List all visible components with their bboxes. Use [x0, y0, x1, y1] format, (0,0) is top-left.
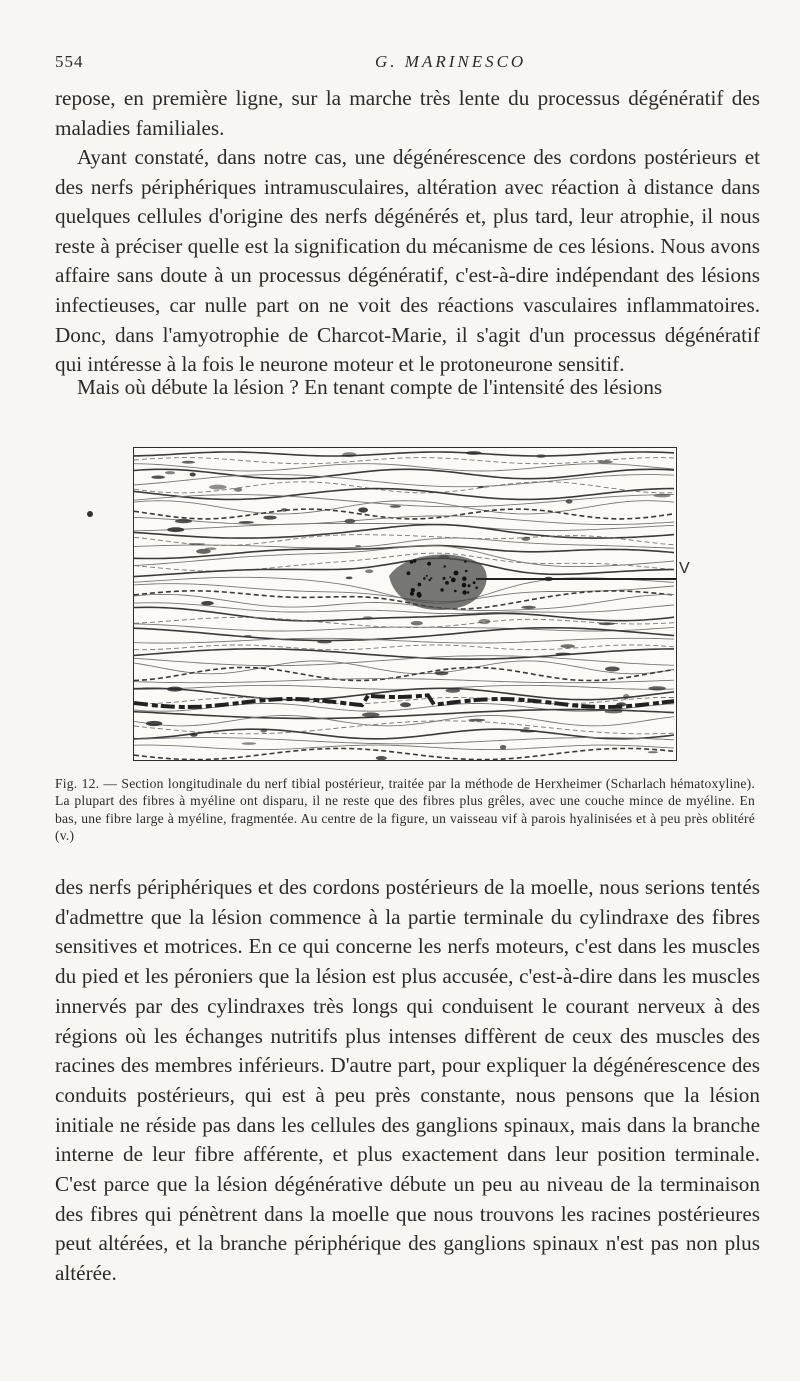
paragraph-3-continued — [55, 873, 760, 1289]
running-title: G. MARINESCO — [375, 52, 527, 71]
nerve-section-illustration — [133, 447, 677, 761]
paragraph-3-start — [55, 373, 760, 403]
paragraph-3-continued-text: des nerfs périphériques et des cordons postérieurs de la moelle, nous serions tentés d'admettre que la lésion commence à la partie terminale du cylindraxe des fibres sensitives et motrices. En ce qui concerne les nerfs moteurs, c'est dans les muscles du pied et les péroniers que la lésion est plus accusée, c'est-à-dire dans les muscles innervés par des cylindraxes très longs qui conduisent le courant nerveux à des régions où les échanges nutritifs plus intenses diffèrent de ceux des muscles des racines des membres inférieurs. D'autre part, pour expliquer la dégénérescence des conduits postérieurs, qui est à peu près constante, nous pensons que la lésion initiale ne réside pas dans les cellules des ganglions spinaux, mais dans la branche interne de leur fibre afférente, et plus exactement dans leur position terminale. C'est parce que la lésion dégénérative débute un peu au niveau de la terminaison des fibres qui pénètrent dans la moelle que nous trouvons les racines postérieures peut altérées, et la branche périphérique des ganglions spinaux n'est pas non plus altérée. — [55, 875, 760, 1286]
paragraph-2-text: Ayant constaté, dans notre cas, une dégénérescence des cordons postérieurs et des nerfs périphériques intramusculaires, altération avec réaction à distance dans quelques cellules d'origine des nerfs dégénérés et, plus tard, leur atrophie, il nous reste à préciser quelle est la signification du mécanisme de ces lésions. Nous avons affaire sans doute à un processus dégénératif, c'est-à-dire indépendant des lésions infectieuses, car nulle part on ne voit des réactions vasculaires inflammatoires. Donc, dans l'amyotrophie de Charcot-Marie, il s'agit d'un processus dégénératif qui intéresse à la fois le neurone moteur et le protoneurone sensitif. — [55, 145, 760, 377]
paragraph-3-start-text: Mais où débute la lésion ? En tenant compte de l'intensité des lésions — [77, 375, 663, 399]
vessel-pointer-line — [476, 578, 676, 580]
paragraph-1 — [55, 84, 760, 143]
nerve-section-drawing — [134, 448, 676, 760]
page-number: 554 — [55, 52, 84, 71]
paragraph-1-text: repose, en première ligne, sur la marche très lente du processus dégénératif des maladies familiales. — [55, 86, 760, 140]
figure-caption: Fig. 12. — Section longitudinale du nerf tibial postérieur, traitée par la méthode de Herxheimer (Scharlach hématoxyline). La plupart des fibres à myéline ont disparu, il ne reste que des fibres plus grêles, avec une couche mince de myéline. En bas, une fibre large à myéline, fragmentée. Au centre de la figure, un vaisseau vif à parois hyalinisées et à peu près oblitéré (v.) — [55, 776, 755, 844]
paragraph-2 — [55, 143, 760, 380]
running-head — [55, 52, 760, 76]
stray-dot — [87, 511, 93, 517]
vessel-pointer-label: V — [679, 560, 690, 577]
